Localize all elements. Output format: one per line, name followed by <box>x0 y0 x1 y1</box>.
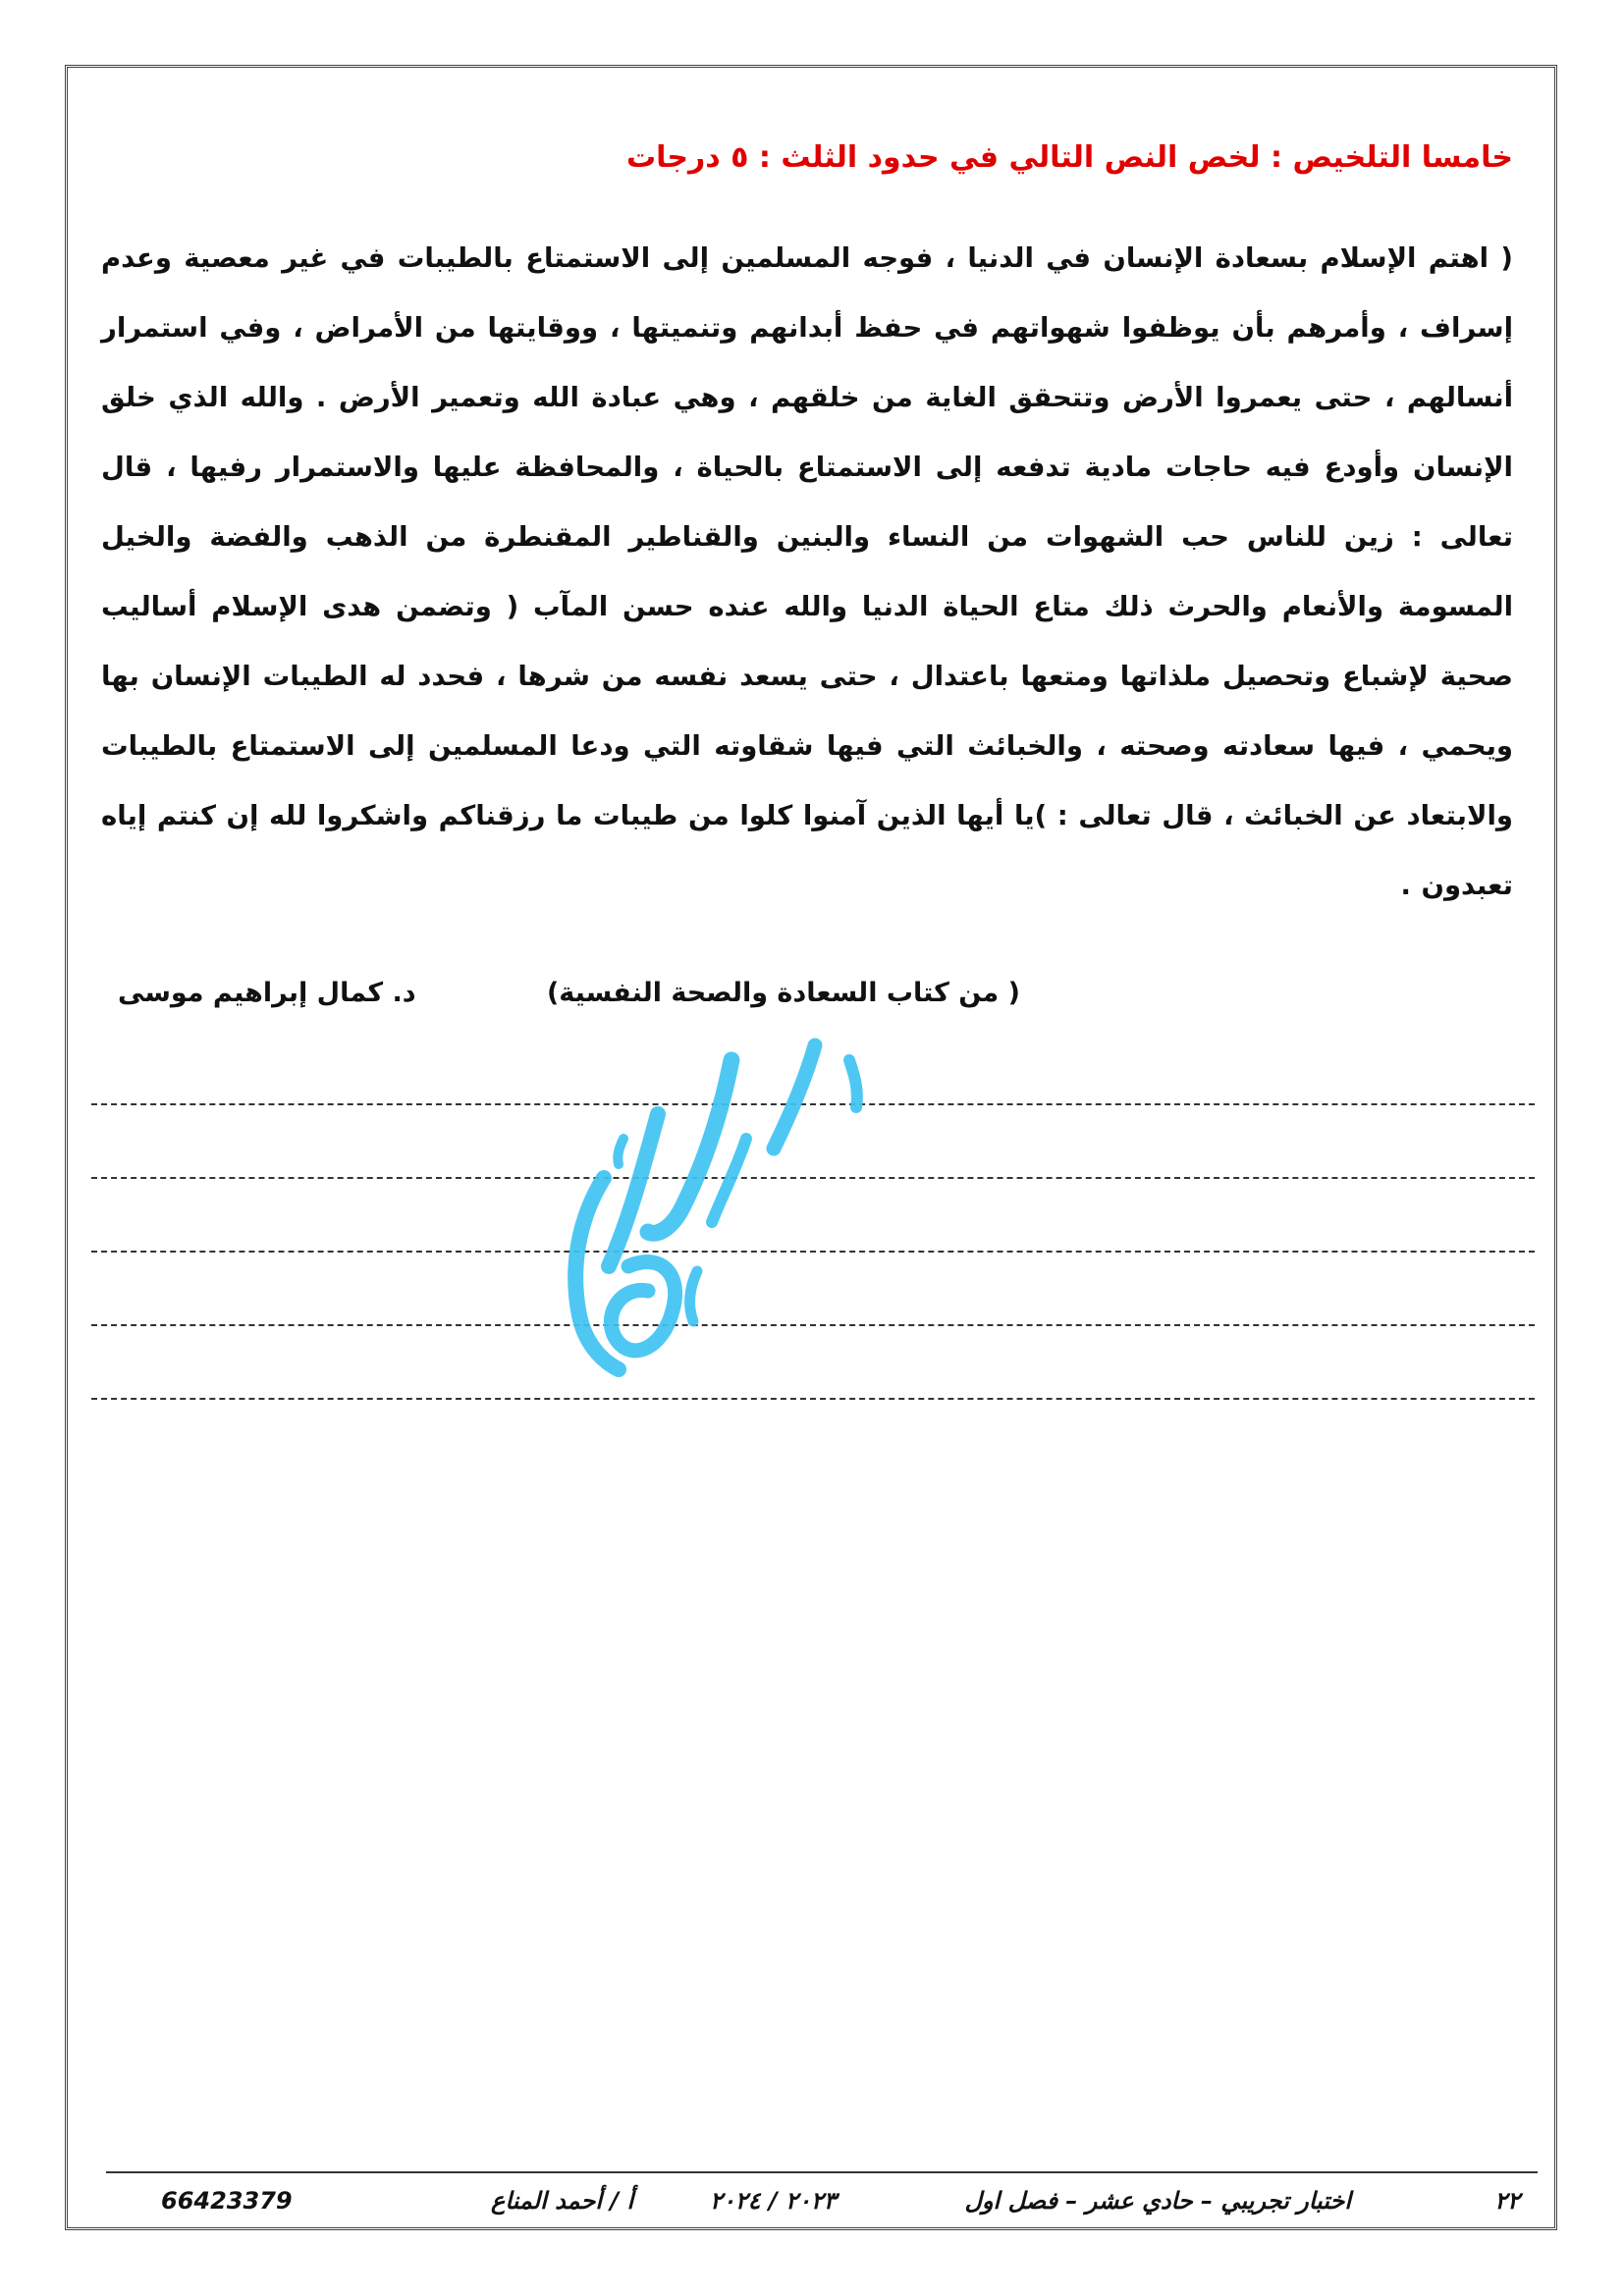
source-citation: ( من كتاب السعادة والصحة النفسية) <box>546 978 1020 1008</box>
page-footer <box>106 2171 1538 2213</box>
answer-line[interactable] <box>91 1103 1535 1105</box>
answer-line[interactable] <box>91 1177 1535 1179</box>
summary-passage: ( اهتم الإسلام بسعادة الإنسان في الدنيا ، فوجه المسلمين إلى الاستمتاع بالطيبات في غير معصية وعدم إسراف ، وأمرهم بأن يوظفوا شهواتهم في حفظ أبدانهم وتنميتها ، ووقايتها من الأمراض ، وفي استمرار أنسالهم ، حتى يعمروا الأرض وتتحقق الغاية من خلقهم ، وهي عبادة الله وتعمير الأرض . والله الذي خلق الإنسان وأودع فيه حاجات مادية تدفعه إلى الاستمتاع بالحياة ، والمحافظة عليها والاستمرار رفيها ، قال تعالى : زين للناس حب الشهوات من النساء والبنين والقناطير المقنطرة من الذهب والفضة والخيل المسومة والأنعام والحرث ذلك متاع الحياة الدنيا والله عنده حسن المآب ( وتضمن هدى الإسلام أساليب صحية لإشباع وتحصيل ملذاتها ومتعها باعتدال ، حتى يسعد نفسه من شرها ، فحدد له الطيبات الإنسان بها ويحمي ، فيها سعادته وصحته ، والخبائث التي فيها شقاوته التي ودعا المسلمين إلى الاستمتاع بالطيبات والابتعاد عن الخبائث ، قال تعالى : )يا أيها الذين آمنوا كلوا من طيبات ما رزقناكم واشكروا لله إن كنتم إياه تعبدون . <box>101 242 1513 901</box>
footer-page-number: ٢٢ <box>1494 2187 1520 2215</box>
footer-teacher: أ / أحمد المناع <box>491 2187 634 2215</box>
question-heading: خامسا التلخيص : لخص النص التالي في حدود الثلث : ٥ درجات <box>626 140 1513 175</box>
answer-line[interactable] <box>91 1398 1535 1400</box>
footer-phone: 66423379 <box>161 2187 293 2215</box>
footer-exam-title: اختبار تجريبي – حادي عشر – فصل اول <box>964 2187 1351 2215</box>
footer-year: ٢٠٢٣ / ٢٠٢٤ <box>710 2187 837 2215</box>
answer-line[interactable] <box>91 1324 1535 1326</box>
answer-line[interactable] <box>91 1251 1535 1253</box>
answer-lines <box>91 1103 1535 1471</box>
source-author: د. كمال إبراهيم موسى <box>118 978 416 1008</box>
